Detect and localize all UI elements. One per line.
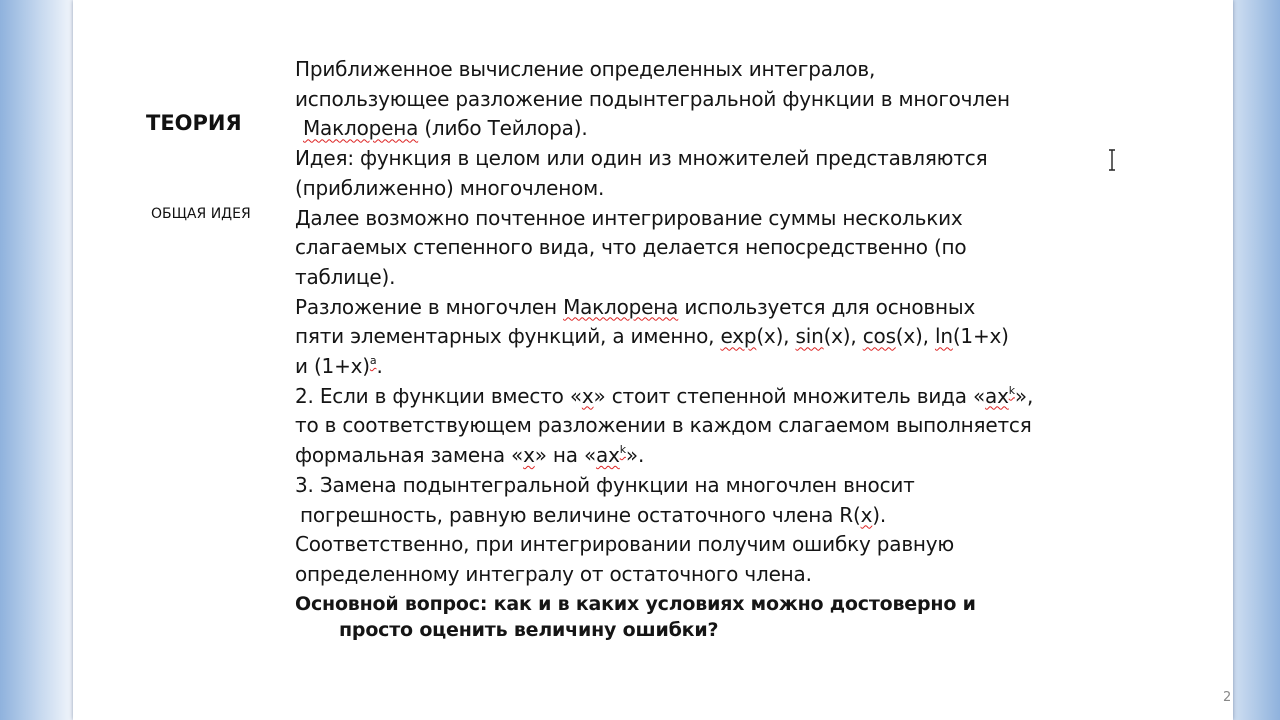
- body-line: [295, 382, 1195, 412]
- body-line: [295, 352, 1195, 382]
- body-line: слагаемых степенного вида, что делается непосредственно (по: [295, 235, 967, 260]
- body-line: [295, 441, 1195, 471]
- misspelled-word: Маклорена: [303, 116, 419, 141]
- body-line: Далее возможно почтенное интегрирование суммы нескольких: [295, 205, 963, 230]
- text-span: (x),: [895, 324, 935, 349]
- variable: ax: [596, 443, 620, 468]
- text-span: (1+x): [952, 324, 1009, 349]
- text-span: погрешность, равную величине остаточного члена R(: [300, 502, 861, 527]
- text-span: (x),: [823, 324, 863, 349]
- function-exp: exp: [720, 324, 757, 349]
- body-line: [295, 322, 1195, 352]
- body-line: [295, 501, 1195, 531]
- slide-sublabel: ОБЩАЯ ИДЕЯ: [151, 206, 251, 222]
- body-line: то в соответствующем разложении в каждом слагаемом выполняется: [295, 413, 1032, 438]
- main-question-line: Основной вопрос: как и в каких условиях можно достоверно и: [295, 592, 976, 615]
- superscript: k: [1008, 383, 1015, 397]
- variable: x: [581, 383, 594, 408]
- body-line: Соответственно, при интегрировании получим ошибку равную: [295, 532, 955, 557]
- text-span: (либо Тейлора).: [418, 116, 588, 141]
- text-span: и (1+x): [295, 354, 370, 379]
- variable: x: [523, 443, 535, 468]
- body-line: Идея: функция в целом или один из множителей представляются: [295, 146, 988, 171]
- variable: ax: [985, 383, 1009, 408]
- text-span: » стоит степенной множитель вида «: [593, 383, 986, 408]
- text-span: используется для основных: [678, 294, 976, 319]
- function-sin: sin: [795, 324, 824, 349]
- text-span: ».: [625, 443, 645, 468]
- body-line: [295, 114, 1195, 144]
- text-span: 2. Если в функции вместо «: [295, 383, 582, 408]
- slide-heading: ТЕОРИЯ: [146, 111, 242, 135]
- variable: x: [860, 502, 873, 527]
- body-line: 3. Замена подынтегральной функции на многочлен вносит: [295, 472, 915, 497]
- function-ln: ln: [934, 324, 953, 349]
- misspelled-word: Маклорена: [563, 294, 679, 319]
- text-span: пяти элементарных функций, а именно,: [295, 324, 721, 349]
- text-span: Разложение в многочлен: [295, 294, 564, 319]
- slide: [73, 0, 1233, 720]
- body-line: [295, 293, 1195, 323]
- body-line: определенному интегралу от остаточного члена.: [295, 561, 812, 586]
- slide-body[interactable]: [295, 55, 1195, 642]
- main-question-line: просто оценить величину ошибки?: [339, 618, 719, 641]
- body-line: (приближенно) многочленом.: [295, 175, 605, 200]
- function-cos: cos: [862, 324, 896, 349]
- text-span: (x),: [756, 324, 796, 349]
- body-line: Приближенное вычисление определенных интегралов,: [295, 57, 876, 81]
- text-span: формальная замена «: [295, 443, 524, 468]
- page-number: 2: [1223, 690, 1232, 705]
- body-line: таблице).: [295, 264, 396, 289]
- text-span: ).: [872, 502, 887, 527]
- text-span: .: [376, 354, 383, 379]
- superscript: a: [369, 354, 377, 368]
- superscript: k: [619, 443, 626, 457]
- text-span: » на «: [534, 443, 597, 468]
- text-cursor-icon: [1108, 149, 1116, 171]
- text-span: »,: [1014, 383, 1034, 408]
- body-line: использующее разложение подынтегральной функции в многочлен: [295, 86, 1010, 111]
